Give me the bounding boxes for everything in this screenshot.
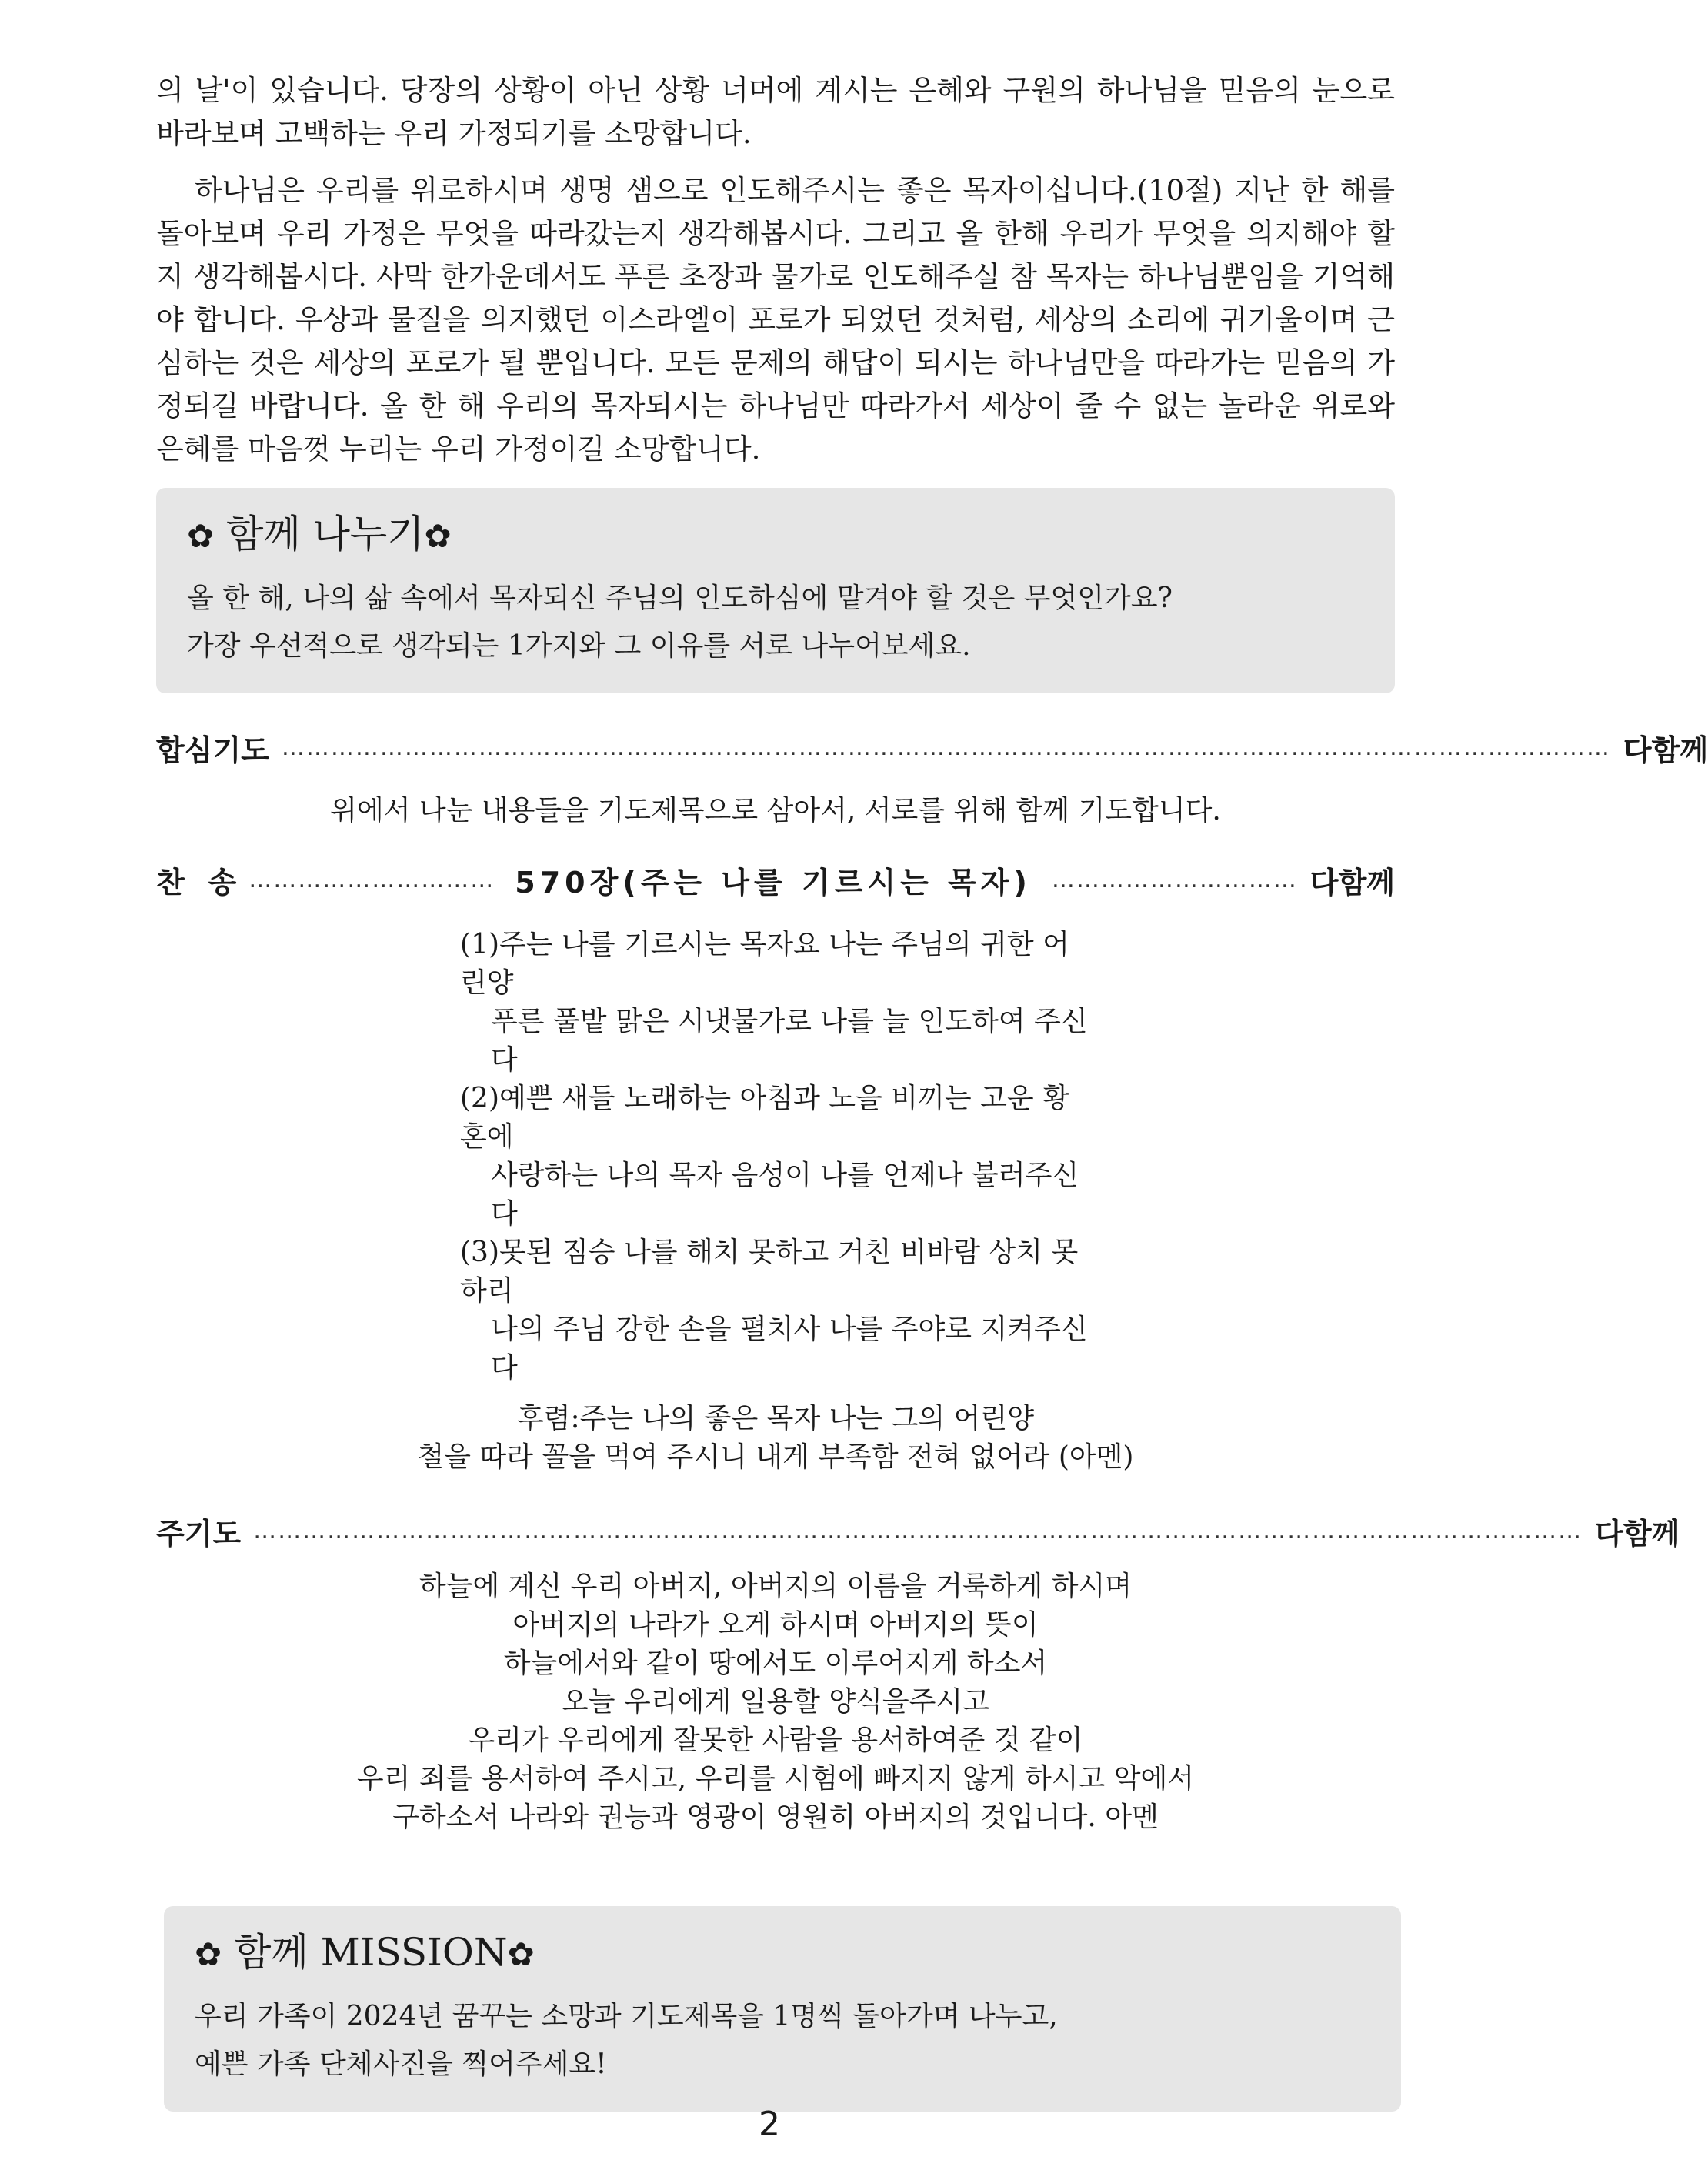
lords-prayer-line: 하늘에서와 같이 땅에서도 이루어지게 하소서	[503, 1648, 1048, 1679]
intro-paragraph-1: 의 날'이 있습니다. 당장의 상황이 아닌 상황 너머에 계시는 은혜와 구원의 하나님을 믿음의 눈으로 바라보며 고백하는 우리 가정되기를 소망합니다.	[156, 74, 1395, 150]
lords-prayer-line: 아버지의 나라가 오게 하시며 아버지의 뜻이	[512, 1609, 1039, 1641]
leader-dots: …………………………	[249, 866, 495, 893]
prayer-text: 위에서 나눈 내용들을 기도제목으로 삼아서, 서로를 위해 함께 기도합니다.	[330, 795, 1221, 826]
share-question-2: 가장 우선적으로 생각되는 1가지와 그 이유를 서로 나누어보세요.	[187, 630, 971, 662]
hymn-verse-line: (1)주는 나를 기르시는 목자요 나는 주님의 귀한 어린양	[460, 929, 1069, 999]
flower-icon: ✿	[507, 1935, 535, 1973]
label-char: 도	[241, 733, 269, 767]
hymn-title: 570장(주는 나를 기르시는 목자)	[515, 865, 1032, 900]
lords-prayer-heading	[156, 1508, 1680, 1554]
label-char: 심	[184, 733, 213, 767]
hymn-verse-line: 사랑하는 나의 목자 음성이 나를 언제나 불러주신다	[491, 1160, 1079, 1230]
leader-char: 께	[1366, 865, 1395, 900]
lords-prayer-line: 구하소서 나라와 권능과 영광이 영원히 아버지의 것입니다. 아멘	[392, 1801, 1159, 1833]
leader-dots: …………………………	[1051, 866, 1298, 893]
leader-char: 다	[1309, 865, 1339, 900]
page-number: 2	[759, 2105, 780, 2144]
flower-icon: ✿	[195, 1935, 222, 1973]
leader-dots: ………………………………………………………………………………………………………………………………………………	[281, 733, 1611, 761]
prayer-heading	[156, 724, 1708, 770]
lords-prayer-text	[156, 1568, 1395, 1837]
hymn-chorus-1: 후렴:주는 나의 좋은 목자 나는 그의 어린양	[517, 1403, 1034, 1434]
hymn-chorus-2: 철을 따라 꼴을 먹여 주시니 내게 부족함 전혀 없어라 (아멘)	[417, 1441, 1134, 1473]
label-char: 찬	[156, 865, 185, 900]
label-char: 주	[156, 1516, 185, 1551]
flower-icon: ✿	[187, 517, 215, 555]
hymn-heading	[156, 856, 1395, 903]
mission-box-title-text: 함께 MISSION	[234, 1930, 508, 1975]
leader-char: 함	[1338, 865, 1367, 900]
lords-prayer-leader	[1595, 1510, 1680, 1552]
share-box	[156, 488, 1395, 693]
lords-prayer-line: 오늘 우리에게 일용할 양식을주시고	[562, 1686, 989, 1718]
leader-char: 함	[1651, 733, 1680, 767]
hymn-verse-line: 나의 주님 강한 손을 펼치사 나를 주야로 지켜주신다	[491, 1314, 1088, 1384]
leader-dots: ………………………………………………………………………………………………………………………………………………	[253, 1517, 1583, 1544]
lords-prayer-line: 우리 죄를 용서하여 주시고, 우리를 시험에 빠지지 않게 하시고 악에서	[356, 1763, 1195, 1795]
mission-line-2: 예쁜 가족 단체사진을 찍어주세요!	[195, 2048, 607, 2080]
mission-box-title	[195, 1928, 1370, 1979]
label-char: 기	[184, 1516, 213, 1551]
hymn-label	[156, 859, 236, 901]
intro-paragraph-2: 하나님은 우리를 위로하시며 생명 샘으로 인도해주시는 좋은 목자이십니다.(10절) 지난 한 해를 돌아보며 우리 가정은 무엇을 따라갔는지 생각해봅시다. 그리고 올 한해 우리가 무엇을 의지해야 할지 생각해봅시다. 사막 한가운데서도 푸른 초장과 물가로 인도해주실 참 목자는 하나님뿐임을 기억해야 합니다. 우상과 물질을 의지했던 이스라엘이 포로가 되었던 것처럼, 세상의 소리에 귀기울이며 근심하는 것은 세상의 포로가 될 뿐입니다. 모든 문제의 해답이 되시는 하나님만을 따라가는 믿음의 가정되길 바랍니다. 올 한 해 우리의 목자되시는 하나님만 따라가서 세상이 줄 수 없는 놀라운 위로와 은혜를 마음껏 누리는 우리 가정이길 소망합니다.	[156, 174, 1395, 466]
hymn-verse-line: 푸른 풀밭 맑은 시냇물가로 나를 늘 인도하여 주신다	[491, 1006, 1088, 1076]
hymn-leader	[1310, 859, 1395, 901]
share-box-title	[187, 509, 1364, 561]
leader-char: 께	[1680, 733, 1708, 767]
label-char: 송	[208, 865, 237, 900]
prayer-leader	[1623, 726, 1708, 769]
leader-char: 께	[1651, 1516, 1680, 1551]
hymn-verse-line: (3)못된 짐승 나를 해치 못하고 거친 비바람 상치 못하리	[460, 1237, 1079, 1307]
share-box-title-text: 함께 나누기	[226, 512, 425, 556]
mission-line-1: 우리 가족이 2024년 꿈꾸는 소망과 기도제목을 1명씩 돌아가며 나누고,	[195, 2001, 1058, 2032]
leader-char: 다	[1595, 1516, 1623, 1551]
label-char: 합	[156, 733, 185, 767]
hymn-verse-line: (2)예쁜 새들 노래하는 아침과 노을 비끼는 고운 황혼에	[460, 1083, 1069, 1153]
lords-prayer-label	[156, 1510, 241, 1552]
leader-char: 다	[1623, 733, 1652, 767]
share-question-1: 올 한 해, 나의 삶 속에서 목자되신 주님의 인도하심에 맡겨야 할 것은 무엇인가요?	[187, 583, 1173, 614]
lords-prayer-line: 우리가 우리에게 잘못한 사람을 용서하여준 것 같이	[468, 1725, 1083, 1756]
leader-char: 함	[1623, 1516, 1652, 1551]
prayer-label	[156, 726, 269, 769]
label-char: 도	[212, 1516, 242, 1551]
hymn-lyrics	[460, 926, 1091, 1387]
lords-prayer-line: 하늘에 계신 우리 아버지, 아버지의 이름을 거룩하게 하시며	[419, 1571, 1133, 1602]
mission-box	[164, 1906, 1401, 2112]
flower-icon: ✿	[424, 517, 452, 555]
label-char: 기	[212, 733, 242, 767]
page-content	[156, 69, 1708, 2112]
